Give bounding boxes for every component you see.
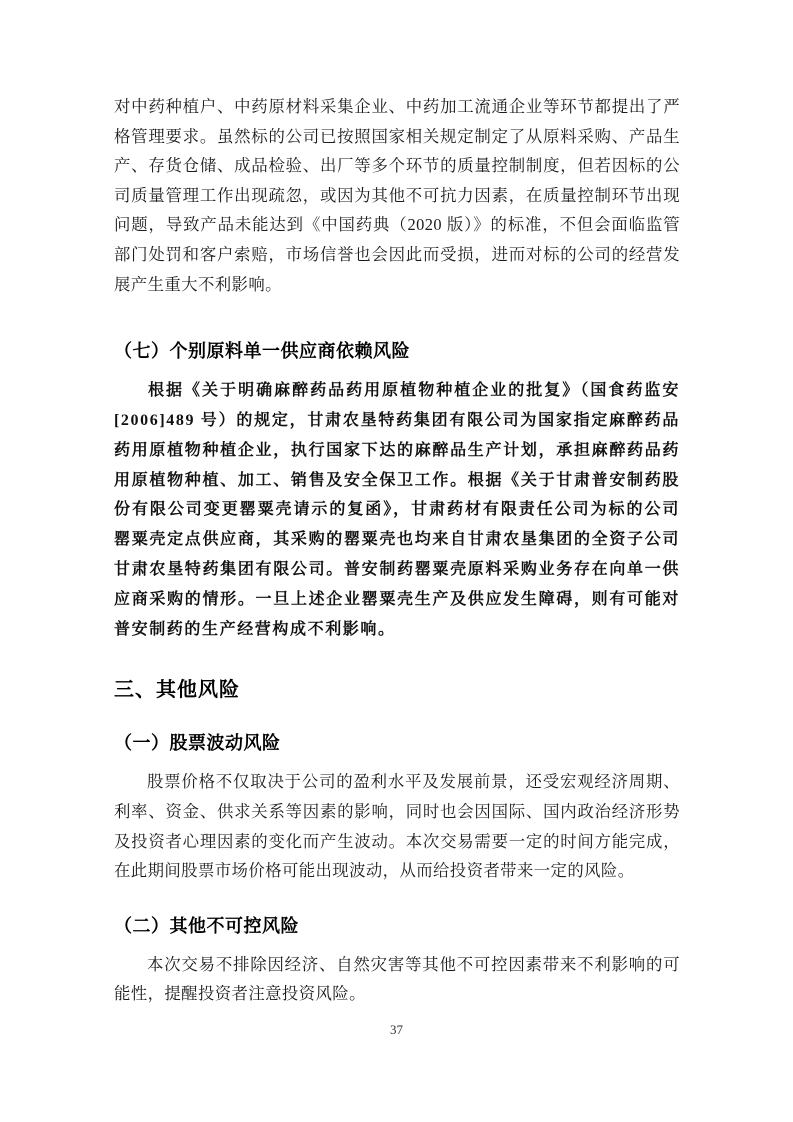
page-content <box>114 92 680 1009</box>
paragraph-stock-volatility-risk: 股票价格不仅取决于公司的盈利水平及发展前景，还受宏观经济周期、利率、资金、供求关系等因素的影响，同时也会因国际、国内政治经济形势及投资者心理因素的变化而产生波动。本次交易需要一定的时间方能完成，在此期间股票市场价格可能出现波动，从而给投资者带来一定的风险。 <box>114 772 680 881</box>
heading-stock-volatility-risk: （一）股票波动风险 <box>114 733 281 754</box>
heading-uncontrollable-risk: （二）其他不可控风险 <box>114 915 299 936</box>
page-number: 37 <box>390 1022 403 1037</box>
heading-supplier-dependence-risk: （七）个别原料单一供应商依赖风险 <box>114 341 410 362</box>
paragraph-supplier-dependence-risk: 根据《关于明确麻醉药品药用原植物种植企业的批复》（国食药监安[2006]489 号）的规定，甘肃农垦特药集团有限公司为国家指定麻醉药品药用原植物种植企业，执行国家下达的麻醉品生产计划，承担麻醉药品药用原植物种植、加工、销售及安全保卫工作。根据《关于甘肃普安制药股份有限公司变更罂粟壳请示的复函》，甘肃药材有限责任公司为标的公司罂粟壳定点供应商，其采购的罂粟壳也均来自甘肃农垦集团的全资子公司甘肃农垦特药集团有限公司。普安制药罂粟壳原料采购业务存在向单一供应商采购的情形。一旦上述企业罂粟壳生产及供应发生障碍，则有可能对普安制药的生产经营构成不利影响。 <box>114 382 680 638</box>
heading-other-risks: 三、其他风险 <box>114 679 240 702</box>
paragraph-uncontrollable-risk: 本次交易不排除因经济、自然灾害等其他不可控因素带来不利影响的可能性，提醒投资者注意投资风险。 <box>114 954 680 1004</box>
paragraph-quality-control-risk: 对中药种植户、中药原材料采集企业、中药加工流通企业等环节都提出了严格管理要求。虽然标的公司已按照国家相关规定制定了从原料采购、产品生产、存货仓储、成品检验、出厂等多个环节的质量控制制度，但若因标的公司质量管理工作出现疏忽，或因为其他不可抗力因素，在质量控制环节出现问题，导致产品未能达到《中国药典（2020 版）》的标准，不但会面临监管部门处罚和客户索赔，市场信誉也会因此而受损，进而对标的公司的经营发展产生重大不利影响。 <box>114 97 680 294</box>
